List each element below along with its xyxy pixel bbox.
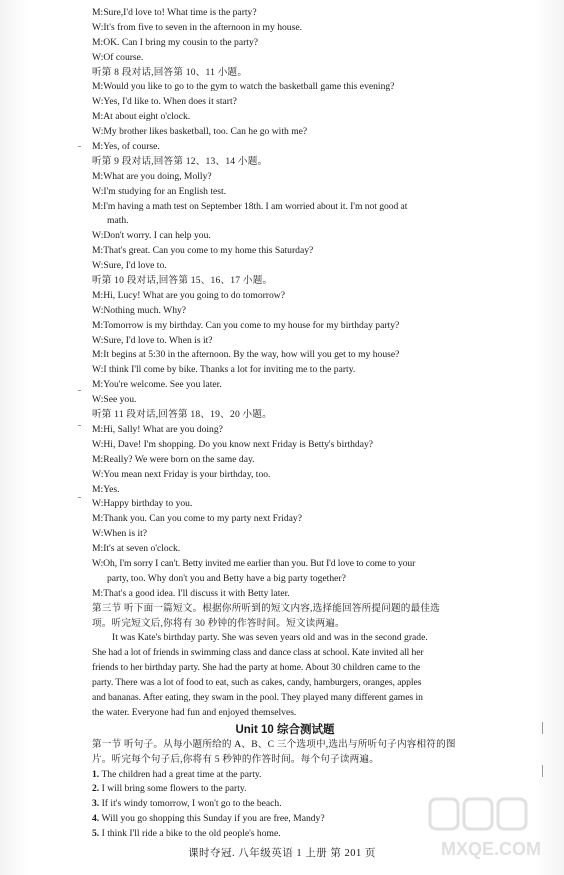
section-instruction: 听第 11 段对话,回答第 18、19、20 小题。: [92, 409, 272, 421]
section-3-instruction: 第三节 听下面一篇短文。根据你所听到的短文内容,选择能回答所提问题的最佳选: [92, 602, 440, 614]
watermark-logo: [426, 795, 556, 865]
question-text: I think I'll ride a bike to the old people's home.: [101, 828, 281, 840]
dialogue-line: M:You're welcome. See you later.: [92, 379, 222, 391]
section-instruction: 听第 10 段对话,回答第 15、16、17 小题。: [92, 275, 273, 287]
dialogue-line: M:Really? We were born on the same day.: [92, 453, 255, 465]
dialogue-line: W:Nothing much. Why?: [92, 304, 187, 316]
passage-line: the water. Everyone had fun and enjoyed themselves.: [92, 706, 297, 718]
dialogue-line: W:Happy birthday to you.: [92, 498, 193, 510]
question-number: 3.: [92, 798, 100, 810]
dialogue-line: W:My brother likes basketball, too. Can he go with me?: [92, 126, 308, 138]
question-text: If it's windy tomorrow, I won't go to the beach.: [101, 798, 282, 810]
dialogue-line: W:When is it?: [92, 528, 148, 540]
question-item: [92, 797, 478, 812]
dialogue-line: M:At about eight o'clock.: [92, 111, 191, 123]
section-3-instruction-continued: 项。听完短文后,你将有 30 秒钟的作答时间。短文读两遍。: [92, 617, 345, 629]
dialogue-line: W:Hi, Dave! I'm shopping. Do you know next Friday is Betty's birthday?: [92, 438, 374, 450]
passage-line: She had a lot of friends in swimming class and dance class at school. Kate invited all her: [92, 647, 424, 659]
dialogue-line: W:Sure, I'd love to. When is it?: [92, 334, 213, 346]
margin-tick: [542, 722, 543, 734]
dialogue-line: M:It's at seven o'clock.: [92, 543, 181, 555]
question-item: [92, 827, 478, 842]
dialogue-line: M:That's great. Can you come to my home this Saturday?: [92, 245, 314, 257]
passage-line: and bananas. After eating, they swam in the pool. They played many different games in: [92, 691, 423, 703]
dialogue-line: W:Yes, I'd like to. When does it start?: [92, 96, 237, 108]
dialogue-line: W:I think I'll come by bike. Thanks a lot for inviting me to the party.: [92, 364, 356, 376]
question-number: 2.: [92, 783, 100, 795]
passage-line: It was Kate's birthday party. She was seven years old and was in the second grade.: [112, 632, 428, 644]
dialogue-line: M:Sure,I'd love to! What time is the party?: [92, 7, 257, 18]
question-item: [92, 812, 478, 827]
dialogue-line: W:Of course.: [92, 51, 144, 63]
dialogue-line: M:It begins at 5:30 in the afternoon. By the way, how will you get to my house?: [92, 349, 400, 361]
question-number: 5.: [92, 828, 100, 840]
passage-line: friends to her birthday party. She had the party at home. About 30 children came to the: [92, 662, 421, 674]
svg-text:MXQE.COM: MXQE.COM: [440, 839, 542, 859]
dialogue-line: W:I'm studying for an English test.: [92, 185, 227, 197]
dialogue-line: M:Tomorrow is my birthday. Can you come to my house for my birthday party?: [92, 319, 400, 331]
dialogue-line: M:Thank you. Can you come to my party next Friday?: [92, 513, 302, 525]
dialogue-line: M:Hi, Lucy! What are you going to do tomorrow?: [92, 289, 285, 301]
question-text: Will you go shopping this Sunday if you are free, Mandy?: [101, 813, 325, 825]
unit-title: Unit 10 综合测试题: [235, 723, 335, 736]
unit-section-1-instruction-continued: 片。听完每个句子后,你将有 5 秒钟的作答时间。每个句子读两遍。: [92, 753, 380, 765]
dialogue-line: W:Don't worry. I can help you.: [92, 230, 211, 242]
passage-line: party. There was a lot of food to eat, such as cakes, candy, hamburgers, oranges, apples: [92, 677, 422, 689]
unit-section-1-instruction: 第一节 听句子。从每小题所给的 A、B、C 三个选项中,选出与所听句子内容相符的图: [92, 738, 456, 750]
section-instruction: 听第 8 段对话,回答第 10、11 小题。: [92, 66, 248, 78]
question-text: I will bring some flowers to the party.: [101, 783, 247, 795]
question-number: 1.: [92, 768, 100, 780]
dialogue-line: M:Would you like to go to the gym to watch the basketball game this evening?: [92, 81, 395, 93]
page-content: [92, 6, 478, 842]
dialogue-line: M:Yes, of course.: [92, 141, 160, 153]
dialogue-line: M:Yes.: [92, 483, 120, 495]
question-list: [92, 768, 478, 842]
dialogue-line: M:I'm having a math test on September 18th. I am worried about it. I'm not good at: [92, 200, 408, 212]
dialogue-line: M:OK. Can I bring my cousin to the party?: [92, 36, 258, 48]
margin-tick: [78, 146, 81, 147]
dialogue-block-1: [92, 6, 478, 200]
listening-passage: [92, 631, 478, 720]
dialogue-line: W:Sure, I'd love to.: [92, 260, 167, 272]
question-text: The children had a great time at the party.: [101, 768, 262, 780]
dialogue-line: W:Oh, I'm sorry I can't. Betty invited me earlier than you. But I'd love to come to your: [92, 557, 416, 569]
dialogue-line: W:It's from five to seven in the afternoon in my house.: [92, 21, 302, 33]
question-item: [92, 768, 478, 783]
dialogue-line: M:That's a good idea. I'll discuss it with Betty later.: [92, 587, 290, 599]
dialogue-line: M:Hi, Sally! What are you doing?: [92, 423, 223, 435]
page-footer: 课时夺冠. 八年级英语 1 上册 第 201 页: [188, 848, 376, 859]
question-item: [92, 782, 478, 797]
dialogue-line-continued: party, too. Why don't you and Betty have a big party together?: [107, 572, 346, 584]
dialogue-block-2: [92, 229, 478, 557]
question-number: 4.: [92, 813, 100, 825]
margin-tick: [78, 425, 81, 426]
dialogue-line: W:You mean next Friday is your birthday, too.: [92, 468, 271, 480]
section-instruction: 听第 9 段对话,回答第 12、13、14 小题。: [92, 155, 268, 167]
dialogue-line: W:See you.: [92, 394, 137, 406]
margin-tick: [78, 390, 81, 391]
dialogue-line: M:What are you doing, Molly?: [92, 170, 212, 182]
margin-tick: [542, 765, 543, 777]
dialogue-line-continued: math.: [107, 215, 129, 227]
margin-tick: [78, 497, 81, 498]
